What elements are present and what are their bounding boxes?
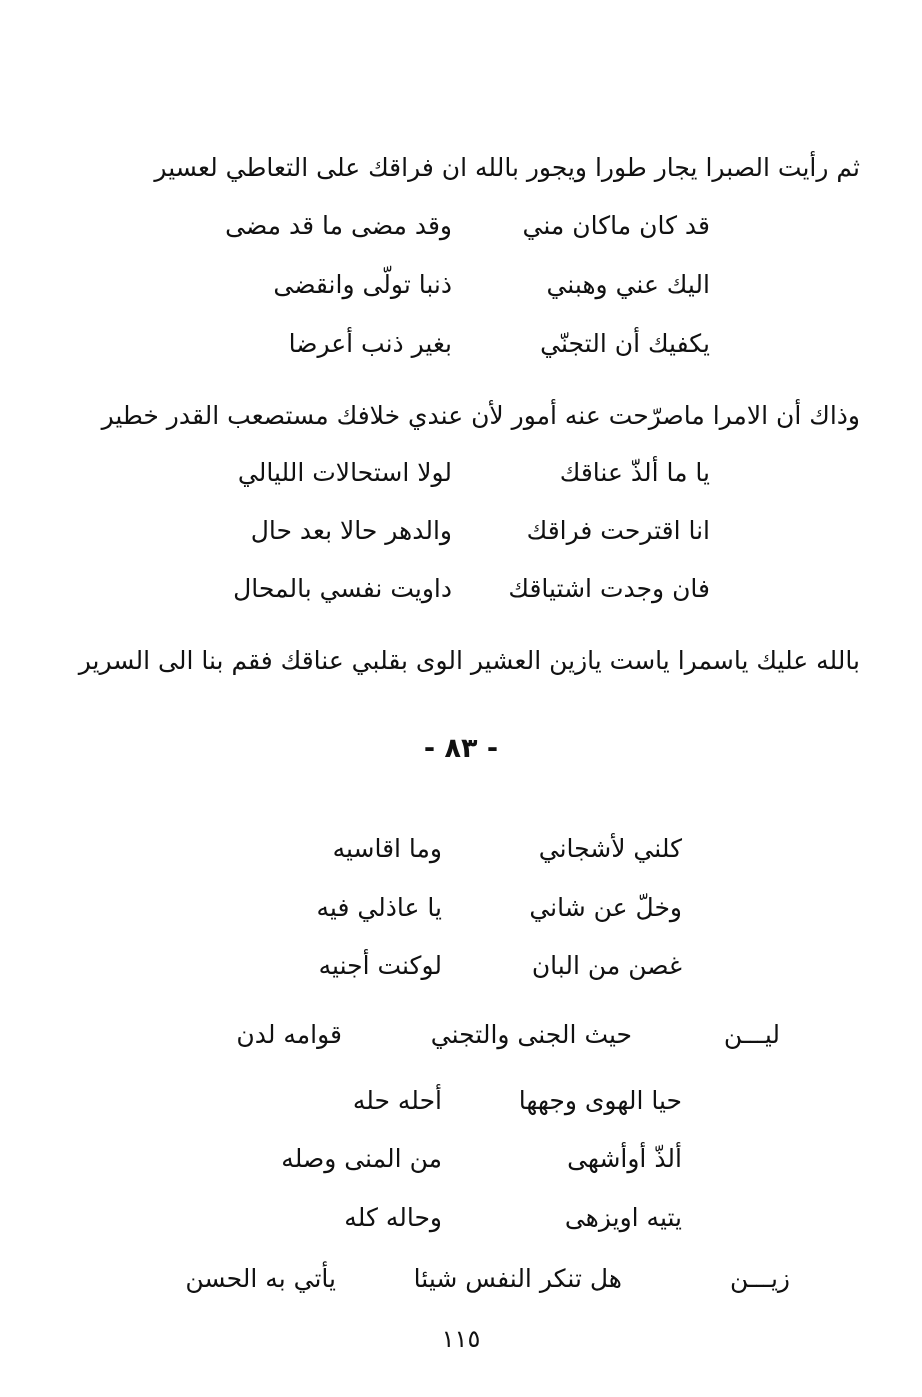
refrain-lead: زيـــن bbox=[729, 1264, 790, 1293]
verse-hemistich-left: وما اقاسيه bbox=[332, 834, 442, 863]
prose-line: ثم رأيت الصبرا يجار طورا ويجور بالله ان فراقك على التعاطي لعسير bbox=[154, 153, 860, 182]
refrain-end: قوامه لدن bbox=[236, 1020, 342, 1049]
verse-hemistich-right: يتيه اويزهى bbox=[564, 1203, 682, 1232]
refrain-end: يأتي به الحسن bbox=[185, 1264, 336, 1293]
verse-hemistich-right: فان وجدت اشتياقك bbox=[508, 574, 710, 603]
verse-hemistich-left: لولا استحالات الليالي bbox=[237, 458, 452, 487]
verse-hemistich-right: ألذّ أوأشهى bbox=[567, 1144, 682, 1173]
verse-hemistich-left: والدهر حالا بعد حال bbox=[250, 516, 452, 545]
verse-hemistich-right: حيا الهوى وجهها bbox=[518, 1086, 682, 1115]
refrain-middle: حيث الجنى والتجني bbox=[430, 1020, 632, 1049]
verse-hemistich-right: قد كان ماكان مني bbox=[522, 211, 710, 240]
page-number: ١١٥ bbox=[441, 1325, 481, 1353]
verse-hemistich-right: وخلّ عن شاني bbox=[529, 893, 682, 922]
verse-hemistich-left: من المنى وصله bbox=[281, 1144, 442, 1173]
verse-hemistich-right: غصن من البان bbox=[531, 951, 682, 980]
verse-hemistich-right: انا اقترحت فراقك bbox=[526, 516, 710, 545]
verse-hemistich-left: أحله حله bbox=[352, 1086, 442, 1115]
refrain-lead: ليـــن bbox=[723, 1020, 780, 1049]
section-number: - ٨٣ - bbox=[423, 733, 499, 764]
verse-hemistich-right: يا ما ألذّ عناقك bbox=[559, 458, 710, 487]
verse-hemistich-right: اليك عني وهبني bbox=[546, 270, 710, 299]
verse-hemistich-left: ذنبا تولّى وانقضى bbox=[273, 270, 452, 299]
verse-hemistich-left: وقد مضى ما قد مضى bbox=[225, 211, 452, 240]
verse-hemistich-right: يكفيك أن التجنّي bbox=[540, 329, 710, 358]
verse-hemistich-left: داويت نفسي بالمحال bbox=[233, 574, 452, 603]
verse-hemistich-left: بغير ذنب أعرضا bbox=[288, 329, 452, 358]
verse-hemistich-left: يا عاذلي فيه bbox=[316, 893, 442, 922]
verse-hemistich-right: كلني لأشجاني bbox=[538, 834, 682, 863]
prose-line: بالله عليك ياسمرا ياست يازين العشير الوى بقلبي عناقك فقم بنا الى السرير bbox=[78, 646, 860, 675]
verse-hemistich-left: لوكنت أجنيه bbox=[318, 951, 442, 980]
verse-hemistich-left: وحاله كله bbox=[344, 1203, 442, 1232]
refrain-middle: هل تنكر النفس شيئا bbox=[413, 1264, 622, 1293]
prose-line: وذاك أن الامرا ماصرّحت عنه أمور لأن عندي خلافك مستصعب القدر خطير bbox=[101, 401, 860, 430]
